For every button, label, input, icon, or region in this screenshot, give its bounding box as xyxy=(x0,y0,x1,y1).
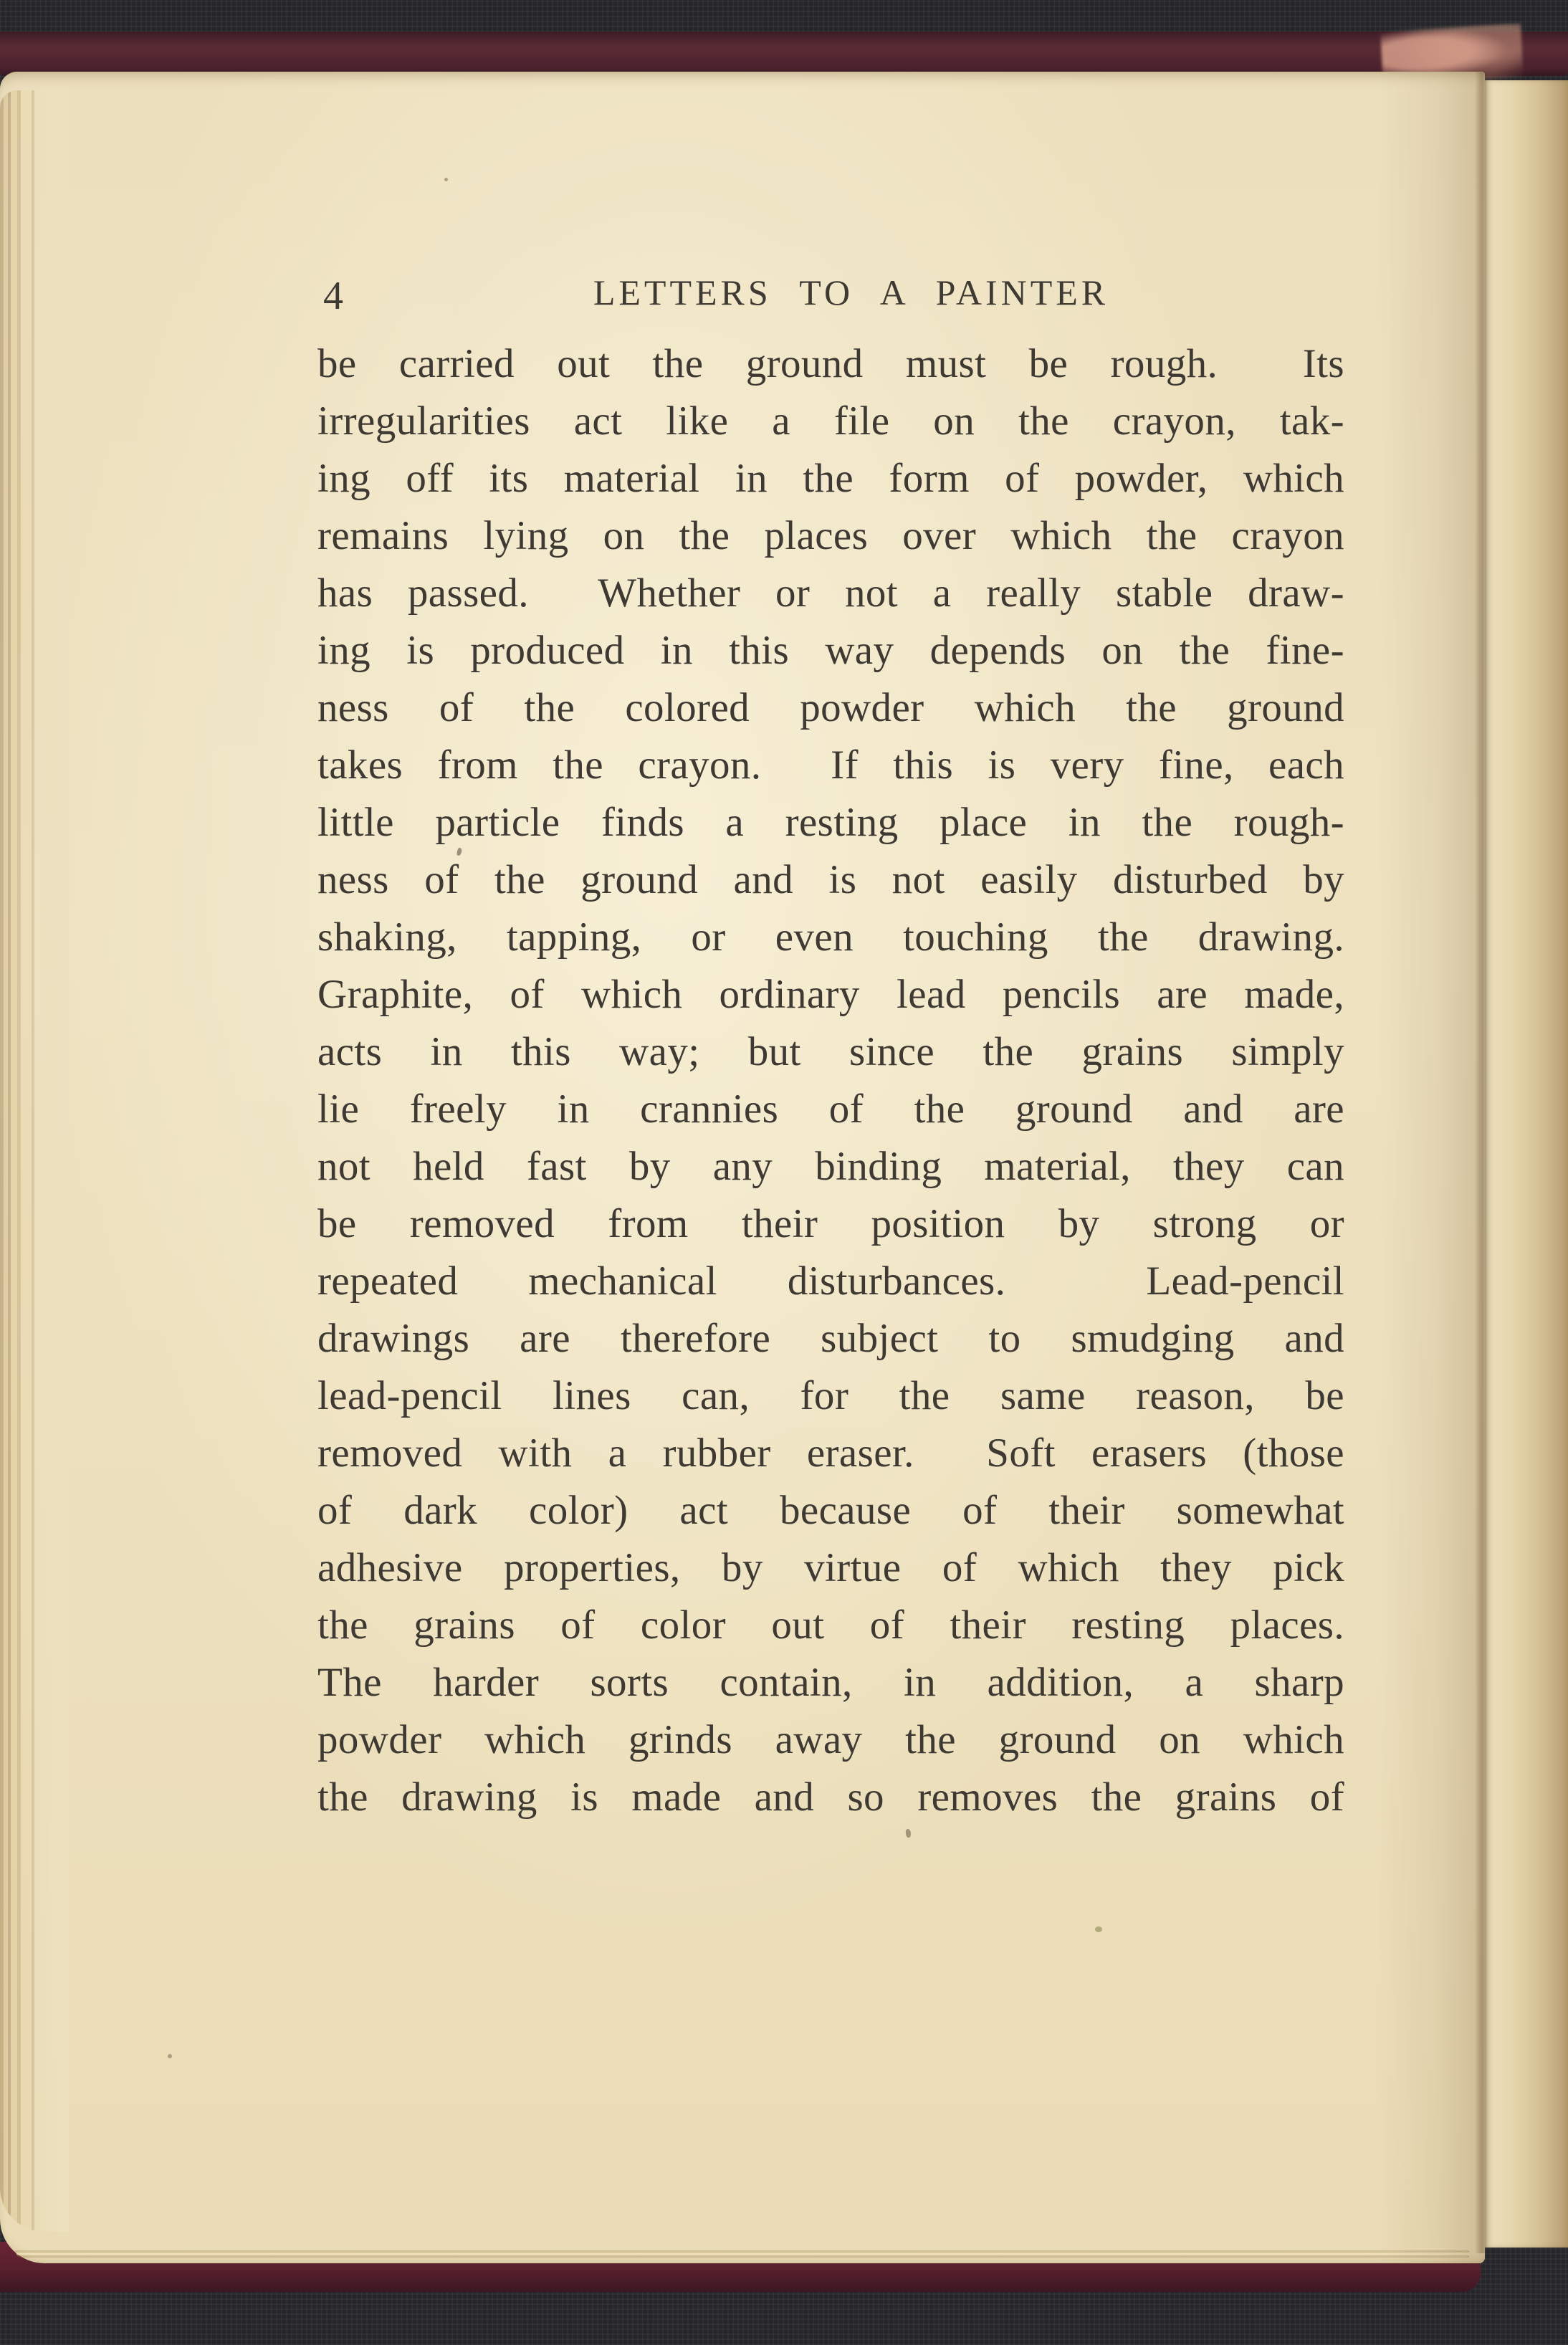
text-line: be removed from their position by strong or xyxy=(317,1201,1344,1246)
text-line: Graphite, of which ordinary lead pencils are made, xyxy=(317,972,1344,1017)
text-line: ness of the ground and is not easily disturbed by xyxy=(317,857,1344,902)
page-number: 4 xyxy=(323,274,345,318)
text-line: not held fast by any binding material, they can xyxy=(317,1144,1344,1189)
text-line: powder which grinds away the ground on which xyxy=(317,1717,1344,1762)
text-line: remains lying on the places over which the crayon xyxy=(317,513,1344,558)
text-line: of dark color) act because of their somewhat xyxy=(317,1488,1344,1533)
page-text xyxy=(317,335,1344,1826)
text-line: the drawing is made and so removes the grains of xyxy=(317,1775,1344,1820)
gutter-crease xyxy=(1475,72,1488,2253)
paper-speck xyxy=(444,178,448,181)
facing-page-gutter xyxy=(1485,80,1568,2248)
text-line: takes from the crayon. If this is very fine, each xyxy=(317,742,1344,788)
text-line: ness of the colored powder which the ground xyxy=(317,685,1344,730)
paper-speck xyxy=(1095,1926,1102,1932)
running-head xyxy=(317,269,1344,319)
text-line: ing is produced in this way depends on the fine- xyxy=(317,628,1344,673)
text-line: adhesive properties, by virtue of which they pick xyxy=(317,1545,1344,1590)
book-cover-top-edge xyxy=(0,32,1568,76)
text-line: be carried out the ground must be rough. Its xyxy=(317,341,1344,386)
text-line: repeated mechanical disturbances. Lead-pencil xyxy=(317,1259,1344,1304)
text-line: shaking, tapping, or even touching the drawing. xyxy=(317,914,1344,960)
paper-speck xyxy=(168,2054,172,2058)
text-line: ing off its material in the form of powder, which xyxy=(317,456,1344,501)
fold-shadow xyxy=(1377,72,1485,2263)
text-line: little particle finds a resting place in the rough- xyxy=(317,800,1344,845)
text-line: removed with a rubber eraser. Soft erasers (those xyxy=(317,1431,1344,1476)
book-page xyxy=(0,72,1485,2263)
text-line: the grains of color out of their resting places. xyxy=(317,1603,1344,1648)
text-line: irregularities act like a file on the crayon, tak- xyxy=(317,398,1344,444)
text-line: has passed. Whether or not a really stable draw- xyxy=(317,570,1344,616)
text-line: lie freely in crannies of the ground and are xyxy=(317,1086,1344,1132)
text-line: The harder sorts contain, in addition, a sharp xyxy=(317,1660,1344,1705)
page-edge-stack xyxy=(0,90,69,2232)
page-bottom-edges xyxy=(14,2246,1469,2263)
text-line: acts in this way; but since the grains simply xyxy=(317,1029,1344,1074)
text-line: lead-pencil lines can, for the same reason, be xyxy=(317,1373,1344,1418)
text-line: drawings are therefore subject to smudging and xyxy=(317,1316,1344,1361)
running-title: LETTERS TO A PAINTER xyxy=(593,272,1109,312)
